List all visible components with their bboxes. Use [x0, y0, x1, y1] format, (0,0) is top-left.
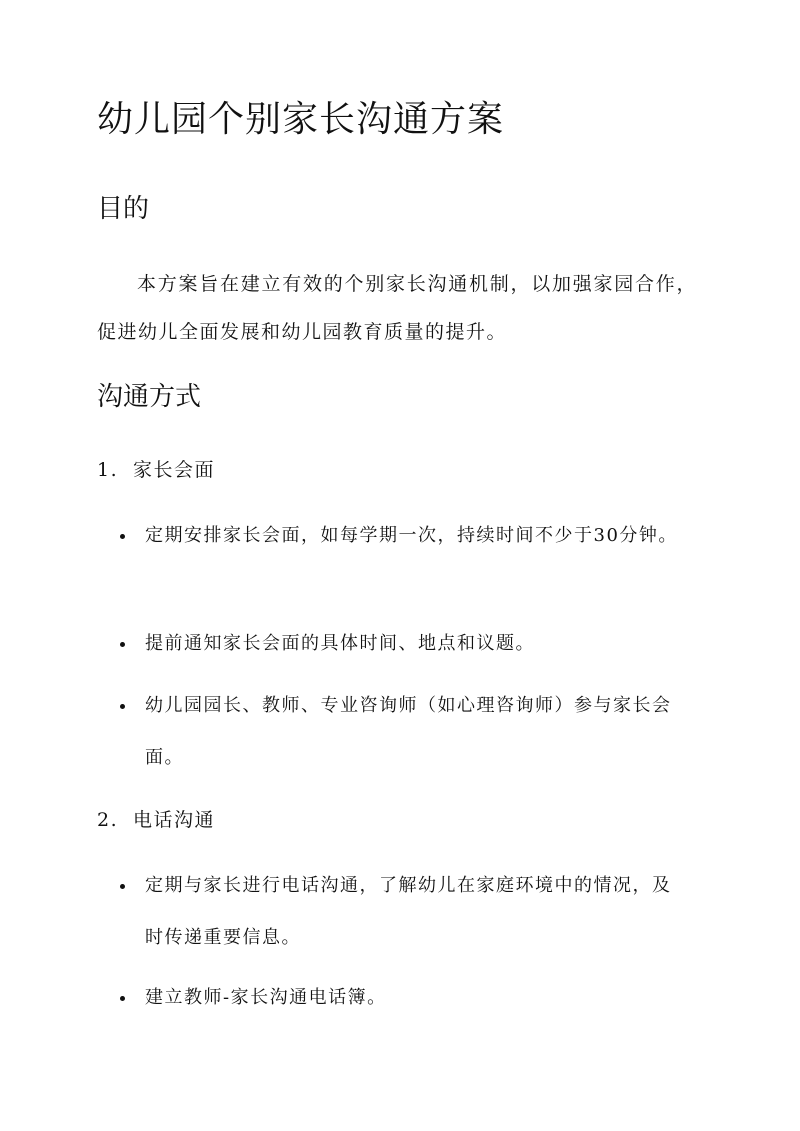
bullet-icon [120, 704, 125, 709]
list-item [120, 618, 690, 670]
bullet-icon [120, 534, 125, 539]
list-item [120, 972, 690, 1024]
section-heading-methods: 沟通方式 [97, 382, 202, 412]
section-heading-purpose: 目的 [97, 194, 150, 224]
purpose-paragraph: 本方案旨在建立有效的个别家长沟通机制，以加强家园合作，促进幼儿全面发展和幼儿园教育质量的提升。 [97, 273, 697, 343]
list-item [120, 510, 690, 562]
document-title: 幼儿园个别家长沟通方案 [97, 99, 505, 140]
list-item-text: 提前通知家长会面的具体时间、地点和议题。 [145, 633, 535, 654]
subsection-title: 家长会面 [133, 459, 216, 481]
list-item-text: 幼儿园园长、教师、专业咨询师（如心理咨询师）参与家长会面。 [145, 695, 672, 768]
bullet-icon [120, 642, 125, 647]
subsection-title: 电话沟通 [133, 809, 216, 831]
list-item-text: 建立教师-家长沟通电话簿。 [145, 987, 387, 1008]
list-item-text: 定期安排家长会面，如每学期一次，持续时间不少于30分钟。 [145, 525, 678, 546]
subsection-number: 1. [97, 459, 119, 481]
subsection-heading-phone [97, 805, 215, 835]
list-item [120, 680, 690, 784]
list-item-text: 定期与家长进行电话沟通，了解幼儿在家庭环境中的情况，及时传递重要信息。 [145, 875, 672, 948]
list-item [120, 860, 690, 964]
bullet-icon [120, 996, 125, 1001]
bullet-icon [120, 884, 125, 889]
subsection-heading-meeting [97, 455, 215, 485]
subsection-number: 2. [97, 809, 119, 831]
